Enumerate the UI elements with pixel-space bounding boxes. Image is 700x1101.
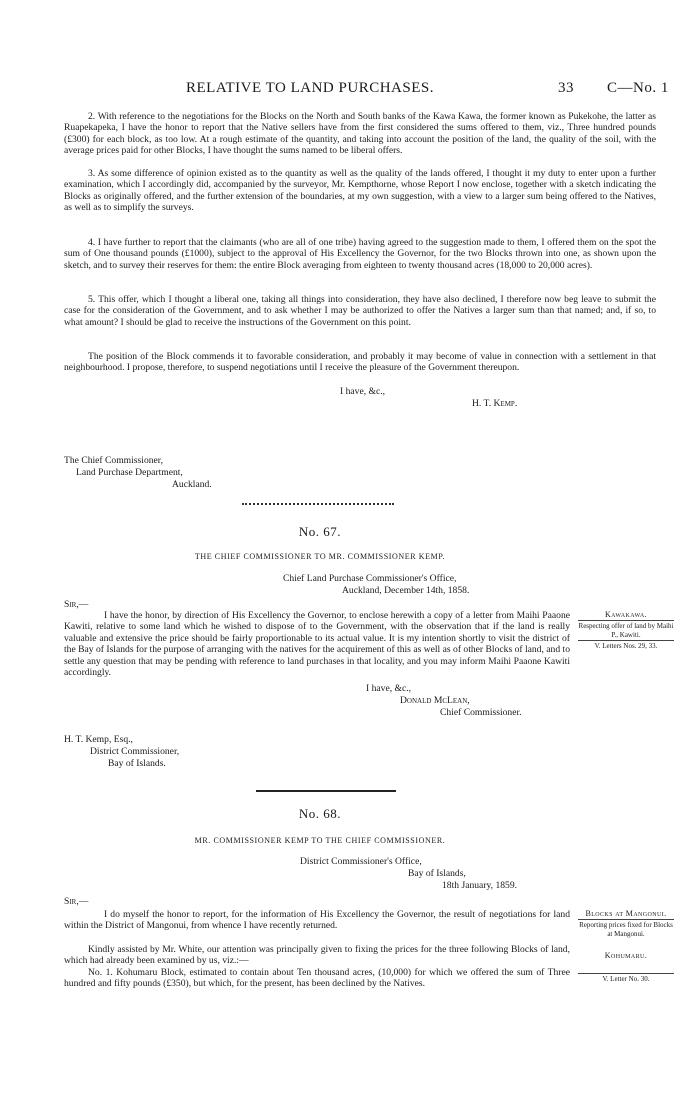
letter-68-paragraph-3: No. 1. Kohumaru Block, estimated to contain about Ten thousand acres, (10,000) for which we offered the sum of Three hundred and fifty pounds (£350), but which, for the present, has been declined by the Natives. [64,967,570,990]
marginal-rule [578,640,674,641]
paragraph-4: 4. I have further to report that the claimants (who are all of one tribe) having agreed to the suggestion made to them, I offered them on the spot the sum of One thousand pounds (£1000), subject to the approval of His Excellency the Governor, for the two Blocks thrown into one, as shown upon the sketch, and to survey their reserves for them: the entire Block averaging from eighteen to twenty thousand acres (18,000 to 20,000 acres). [64,237,656,271]
addressee-67-line-2: District Commissioner, [90,746,180,757]
marginal-note-67 [578,611,674,651]
marginal-text-67: Respecting offer of land by Maihi P., Kawiti. [578,622,674,639]
addressee-line-3: Auckland. [172,479,212,490]
date-line-68: 18th January, 1859. [442,880,518,891]
paragraph-3: 3. As some difference of opinion existed as to the quantity as well as the quality of the lands offered, I thought it my duty to enter upon a further examination, which I accordingly did, accompanied by the surveyor, Mr. Kempthorne, whose Report I now enclose, together with a sketch indicating the Blocks as originally offered, and the further extension of the boundaries, at my own suggestion, with a view to a larger sum being offered to the Natives, as well as to simplify the surveys. [64,168,656,214]
letter-number-68: No. 68. [298,806,342,821]
letter-caption-67: THE CHIEF COMMISSIONER TO MR. COMMISSIONER KEMP. [194,552,446,561]
office-line-67: Chief Land Purchase Commissioner's Office, [283,573,457,584]
marginal-reference-68: V. Letter No. 30. [602,974,650,983]
addressee-line-2: Land Purchase Department, [76,467,183,478]
paragraph-2: 2. With reference to the negotiations for the Blocks on the North and South banks of the Kawa Kawa, the former known as Pukekohe, the latter as Ruapekapeka, I have the honor to report that the Native sellers have from the first considered the sums offered to them, viz., Three hundred pounds (£300) for each block, as too low. At a rough estimate of the quantity, and taking into account the position of the land, the quality of the soil, with the average prices paid for other Blocks, I have thought the sums named to be liberal offers. [64,111,656,157]
letter-number-67: No. 67. [298,524,342,539]
office-line-68: District Commissioner's Office, [300,856,422,867]
signature-67: Donald McLean, [400,695,470,706]
place-line-68: Bay of Islands, [408,868,466,879]
signature: H. T. Kemp. [472,398,518,409]
marginal-subheading-68: Kohumaru. [604,951,648,961]
marginal-rule [578,620,674,621]
document-code: C—No. 1 [607,80,669,96]
page-number: 33 [558,80,574,96]
marginal-rule [578,919,674,920]
section-divider [256,790,396,792]
header-title: RELATIVE TO LAND PURCHASES. [186,80,434,96]
signature-title-67: Chief Commissioner. [440,707,522,718]
place-date-67: Auckland, December 14th, 1858. [342,585,470,596]
section-divider [242,503,394,505]
letter-body-67: I have the honor, by direction of His Excellency the Governor, to enclose herewith a copy of a letter from Maihi Paaone Kawiti, relative to some land which he wished to dispose of to the Government, with the observation that if the land is really valuable and extensive the price should be fairly proportionable to its actual value. It is my intention shortly to visit the district of the Bay of Islands for the purpose of arranging with the natives for the acquirement of this as well as of other Blocks of land, and to settle any question that may be pending with reference to land purchases in that locality, and you may inform Maihi Paaone Kawiti accordingly. [64,610,570,679]
closing-67: I have, &c., [366,683,412,694]
marginal-note-68 [578,910,674,983]
salutation-67: Sir,— [64,599,89,610]
addressee-line-1: The Chief Commissioner, [64,455,164,466]
marginal-text-68: Reporting prices fixed for Blocks at Mangonui. [579,921,673,938]
paragraph-6: The position of the Block commends it to favorable consideration, and probably it may become of value in connection with a settlement in that neighbourhood. I propose, therefore, to suspend negotiations until I receive the pleasure of the Government thereupon. [64,351,656,374]
closing: I have, &c., [340,386,386,397]
addressee-67-line-3: Bay of Islands. [108,758,166,769]
running-header [0,80,700,100]
salutation-68: Sir,— [64,896,89,907]
marginal-heading-67: Kawakawa. [604,610,648,619]
letter-68-paragraph-2: Kindly assisted by Mr. White, our attention was principally given to fixing the prices for the three following Blocks of land, which had already been examined by us, viz.:— [64,944,570,967]
addressee-67-line-1: H. T. Kemp, Esq., [64,734,133,745]
paragraph-5: 5. This offer, which I thought a liberal one, taking all things into consideration, they have also declined, I therefore now beg leave to submit the case for the consideration of the Government, and to ask whether I may be authorized to offer the Natives a larger sum than that named; and, if so, to what amount? I should be glad to receive the instructions of the Government on this point. [64,294,656,328]
marginal-rule [578,973,674,974]
marginal-heading-68: Blocks at Mangonui. [585,909,667,918]
marginal-reference-67: V. Letters Nos. 29, 33. [594,642,658,651]
letter-caption-68: MR. COMMISSIONER KEMP TO THE CHIEF COMMISSIONER. [194,836,446,845]
letter-68-paragraph-1: I do myself the honor to report, for the information of His Excellency the Governor, the result of negotiations for land within the District of Mangonui, from whence I have recently returned. [64,909,570,932]
